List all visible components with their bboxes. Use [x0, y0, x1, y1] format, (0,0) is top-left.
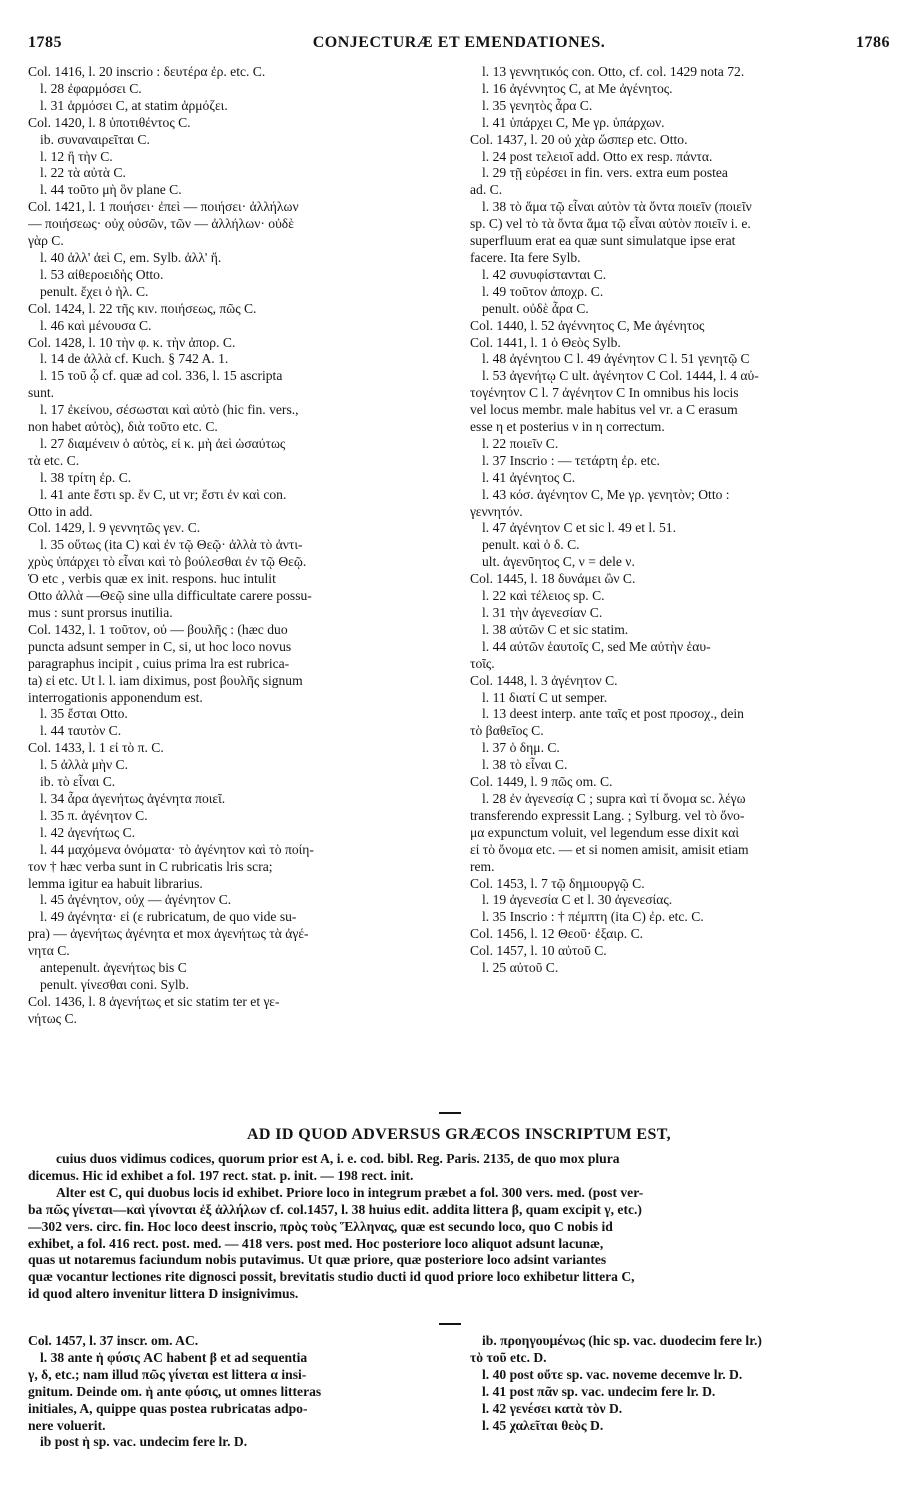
- note-line: l. 22 καὶ τέλειος sp. C.: [482, 588, 605, 604]
- note-line: penult. καὶ ὁ δ. C.: [482, 537, 580, 553]
- note-line: ib. συναναιρεῖται C.: [40, 131, 150, 147]
- note-line: l. 38 αὐτῶν C et sic statim.: [482, 621, 629, 637]
- note-line: l. 42 γενέσει κατὰ τὸν D.: [482, 1400, 623, 1416]
- intro-line: ba πῶς γίνεται—καὶ γίνονται ἐξ ἀλλήλων cf. col.1457, l. 38 huius edit. addita littera β, quam excipit γ, etc.): [28, 1201, 642, 1217]
- note-line: Col. 1436, l. 8 ἀγενήτως et sic statim ter et γε-: [28, 993, 280, 1009]
- note-line: l. 37 ὁ δημ. C.: [482, 740, 560, 756]
- note-line: τον † hæc verba sunt in C rubricatis lris scra;: [28, 858, 273, 874]
- note-line: τὸ βαθεῖος C.: [470, 723, 544, 739]
- note-line: l. 44 ταυτὸν C.: [40, 723, 122, 739]
- note-line: vel locus membr. male habitus vel vr. a C erasum: [470, 402, 738, 418]
- left-column: [28, 64, 458, 1028]
- note-line: Col. 1429, l. 9 γεννητῶς γεν. C.: [28, 520, 201, 536]
- section-divider-bottom: [439, 1323, 461, 1325]
- note-line: τοῖς.: [470, 655, 495, 671]
- page-header: [28, 34, 890, 58]
- section-intro: [28, 1151, 878, 1303]
- page-number-right: 1786: [856, 34, 890, 51]
- note-line: antepenult. ἀγενήτως bis C: [40, 960, 187, 976]
- intro-line: dicemus. Hic id exhibet a fol. 197 rect. stat. p. init. — 198 rect. init.: [28, 1167, 414, 1183]
- note-line: l. 41 ὑπάρχει C, Me γρ. ὑπάρχων.: [482, 114, 665, 130]
- note-line: l. 31 ἁρμόσει C, at statim ἁρμόζει.: [40, 97, 228, 113]
- note-line: l. 35 οὕτως (ita C) καὶ ἐν τῷ Θεῷ· ἀλλὰ τὸ ἀντι-: [40, 537, 303, 553]
- note-line: penult. ἔχει ὁ ἡλ. C.: [40, 283, 149, 299]
- note-line: interrogationis apponendum est.: [28, 689, 203, 705]
- note-line: Col. 1453, l. 7 τῷ δημιουργῷ C.: [470, 875, 645, 891]
- note-line: ult. ἀγενῦητος C, ν = dele ν.: [482, 554, 635, 570]
- note-line: l. 53 αἰθεροειδὴς Otto.: [40, 266, 164, 282]
- note-line: τὰ etc. C.: [28, 452, 80, 468]
- note-line: Col. 1457, l. 10 αὐτοῦ C.: [470, 943, 607, 959]
- note-line: μα expunctum voluit, vel legendum esse dixit καὶ: [470, 824, 740, 840]
- note-line: l. 37 Inscrio : — τετάρτη ἐρ. etc.: [482, 452, 660, 468]
- note-line: l. 13 γεννητικός con. Otto, cf. col. 1429 nota 72.: [482, 64, 745, 79]
- note-line: l. 12 ἢ τὴν C.: [40, 148, 113, 164]
- note-line: paragraphus incipit , cuius prima lra est rubrica-: [28, 655, 290, 671]
- note-line: l. 35 γενητὸς ἆρα C.: [482, 97, 593, 113]
- note-line: γὰρ C.: [28, 233, 64, 249]
- note-line: l. 42 συνυφίστανται C.: [482, 266, 607, 282]
- note-line: l. 44 τοῦτο μὴ ὃν plane C.: [40, 182, 182, 198]
- intro-line: id quod altero invenitur littera D insignivimus.: [28, 1286, 299, 1302]
- note-line: l. 29 τῇ εὑρέσει in fin. vers. extra eum postea: [482, 165, 728, 181]
- note-line: Col. 1448, l. 3 ἀγένητον C.: [470, 672, 618, 688]
- note-line: l. 42 ἀγενήτως C.: [40, 824, 136, 840]
- note-line: Otto in add.: [28, 503, 93, 519]
- note-line: l. 38 ante ἡ φύσις AC habent β et ad sequentia: [40, 1349, 308, 1365]
- note-line: l. 24 post τελειοῖ add. Otto ex resp. πάντα.: [482, 148, 713, 164]
- note-line: νήτως C.: [28, 1010, 77, 1026]
- note-line: gnitum. Deinde om. ἡ ante φύσις, ut omnes litteras: [28, 1383, 322, 1399]
- note-line: γ, δ, etc.; nam illud πῶς γίνεται est littera α insi-: [28, 1366, 307, 1382]
- note-line: l. 41 post πᾶν sp. vac. undecim fere lr. D.: [482, 1383, 716, 1399]
- bottom-right-column: [470, 1333, 890, 1434]
- note-line: l. 27 διαμένειν ὁ αὐτὸς, εἰ κ. μὴ ἀεὶ ὡσαύτως: [40, 435, 286, 451]
- note-line: pra) — ἀγενήτως ἀγένητα et mox ἀγενήτως τὰ ἀγέ-: [28, 926, 309, 942]
- note-line: Col. 1440, l. 52 ἀγέννητος C, Me ἀγένητος: [470, 317, 705, 333]
- note-line: l. 35 ἔσται Otto.: [40, 706, 128, 722]
- note-line: Col. 1437, l. 20 οὐ χὰρ ὥσπερ etc. Otto.: [470, 131, 688, 147]
- note-line: Col. 1421, l. 1 ποιήσει· ἐπεὶ — ποιήσει· ἀλλήλων: [28, 199, 299, 215]
- note-line: l. 41 ante ἔστι sp. ἔν C, ut vr; ἔστι ἐν καὶ con.: [40, 486, 287, 502]
- note-line: l. 38 τρίτη ἐρ. C.: [40, 469, 132, 485]
- note-line: facere. Ita fere Sylb.: [470, 249, 581, 265]
- note-line: l. 41 ἀγένητος C.: [482, 469, 576, 485]
- note-line: penult. οὐδὲ ἆρα C.: [482, 300, 589, 316]
- note-line: mus : sunt prorsus inutilia.: [28, 605, 173, 620]
- note-line: l. 17 ἐκείνου, σέσωσται καὶ αὐτὸ (hic fin. vers.,: [40, 402, 299, 418]
- note-line: l. 38 τὸ εἶναι C.: [482, 757, 568, 773]
- note-line: Otto ἀλλὰ —Θεῷ sine ulla difficultate carere possu-: [28, 588, 312, 604]
- note-line: sunt.: [28, 385, 55, 401]
- note-line: ad. C.: [470, 182, 503, 198]
- note-line: penult. γίνεσθαι coni. Sylb.: [40, 976, 189, 992]
- note-line: Col. 1445, l. 18 δυνάμει ὢν C.: [470, 571, 636, 587]
- note-line: l. 48 ἀγένητου C l. 49 ἀγένητον C l. 51 γενητῷ C: [482, 351, 750, 367]
- intro-line: Alter est C, qui duobus locis id exhibet. Priore loco in integrum præbet a fol. 300 vers. med. (post ver-: [56, 1184, 644, 1200]
- note-line: l. 45 χαλεῖται θεὸς D.: [482, 1417, 604, 1433]
- note-line: sp. C) vel τὸ τὰ ὄντα ἅμα τῷ εἶναι αὐτὸν ποιεῖν i. e.: [470, 216, 751, 232]
- note-line: l. 5 ἀλλὰ μὴν C.: [40, 757, 129, 773]
- note-line: l. 15 τοῦ ᾧ cf. quæ ad col. 336, l. 15 ascripta: [40, 368, 283, 384]
- note-line: l. 44 αὐτῶν ἑαυτοῖς C, sed Me αὐτὴν ἑαυ-: [482, 638, 711, 654]
- note-line: l. 44 μαχόμενα ὀνόματα· τὸ ἀγένητον καὶ τὸ ποίη-: [40, 841, 314, 857]
- note-line: Col. 1433, l. 1 εἰ τὸ π. C.: [28, 740, 164, 756]
- section-title: AD ID QUOD ADVERSUS GRÆCOS INSCRIPTUM EST,: [246, 1126, 672, 1143]
- note-line: l. 53 ἀγενήτῳ C ult. ἀγένητον C Col. 1444, l. 4 αὐ-: [482, 368, 759, 384]
- note-line: l. 35 π. ἀγένητον C.: [40, 807, 148, 823]
- note-line: l. 43 κόσ. ἀγένητον C, Me γρ. γενητὸν; Otto :: [482, 486, 730, 502]
- note-line: Col. 1432, l. 1 τοῦτον, οὐ — βουλῆς : (hæc duo: [28, 621, 288, 637]
- note-line: l. 40 ἀλλ' ἀεὶ C, em. Sylb. ἀλλ' ἤ.: [40, 249, 222, 265]
- note-line: l. 14 de ἀλλὰ cf. Kuch. § 742 A. 1.: [40, 351, 229, 367]
- note-line: puncta adsunt semper in C, si, ut hoc loco novus: [28, 638, 292, 654]
- note-line: superfluum erat ea quæ sunt simulatque ipse erat: [470, 233, 736, 249]
- intro-line: quas ut notaremus faciundum nobis putavimus. Ut quæ priore, quæ posteriore loco adsint variantes: [28, 1252, 607, 1268]
- note-line: l. 28 ἐφαρμόσει C.: [40, 80, 142, 96]
- note-line: ib. προηγουμένως (hic sp. vac. duodecim fere lr.): [482, 1333, 762, 1348]
- page-number-left: 1785: [28, 34, 62, 51]
- note-line: l. 22 τὰ αὐτὰ C.: [40, 165, 126, 181]
- note-line: l. 45 ἀγένητον, οὐχ — ἀγένητον C.: [40, 892, 232, 908]
- note-line: l. 22 ποιεῖν C.: [482, 435, 559, 451]
- note-line: εἰ τὸ ὄνομα etc. — et si nomen amisit, amisit etiam: [470, 841, 749, 857]
- note-line: Col. 1424, l. 22 τῆς κιν. ποιήσεως, πῶς C.: [28, 300, 257, 316]
- note-line: nere voluerit.: [28, 1417, 106, 1433]
- note-line: l. 49 τοῦτον ἀποχρ. C.: [482, 283, 604, 299]
- note-line: esse η et posterius ν in η correctum.: [470, 419, 665, 435]
- note-line: lemma igitur ea habuit librarius.: [28, 875, 203, 891]
- note-line: τὸ τοῦ etc. D.: [470, 1349, 547, 1365]
- note-line: — ποιήσεως· οὐχ οὐσῶν, τῶν — ἀλλήλων· οὐδὲ: [28, 216, 294, 232]
- note-line: l. 11 διατί C ut semper.: [482, 689, 608, 705]
- note-line: initiales, A, quippe quas postea rubricatas adpo-: [28, 1400, 308, 1416]
- note-line: ib post ἡ sp. vac. undecim fere lr. D.: [40, 1434, 248, 1450]
- note-line: l. 34 ἆρα ἀγενήτως ἀγένητα ποιεῖ.: [40, 790, 226, 806]
- note-line: non habet αὐτὸς), διὰ τοῦτο etc. C.: [28, 419, 218, 435]
- note-line: l. 19 ἀγενεσία C et l. 30 ἀγενεσίας.: [482, 892, 673, 908]
- note-line: χρὺς ὑπάρχει τὸ εἶναι καὶ τὸ βούλεσθαι ἐν τῷ Θεῷ.: [28, 554, 307, 570]
- note-line: l. 47 ἀγένητον C et sic l. 49 et l. 51.: [482, 520, 676, 536]
- intro-line: cuius duos vidimus codices, quorum prior est A, i. e. cod. bibl. Reg. Paris. 2135, de quo mox plura: [56, 1151, 620, 1166]
- note-line: Col. 1457, l. 37 inscr. om. AC.: [28, 1333, 199, 1348]
- note-line: rem.: [470, 858, 495, 874]
- note-line: l. 46 καὶ μένουσα C.: [40, 317, 152, 333]
- note-line: l. 49 ἀγένητα· εἰ (ε rubricatum, de quo vide su-: [40, 909, 297, 925]
- note-line: l. 25 αὐτοῦ C.: [482, 960, 559, 976]
- note-line: Col. 1420, l. 8 ὑποτιθέντος C.: [28, 114, 191, 130]
- note-line: l. 35 Inscrio : † πέμπτη (ita C) ἐρ. etc. C.: [482, 909, 704, 925]
- note-line: l. 28 ἐν ἀγενεσίᾳ C ; supra καὶ τί ὄνομα sc. λέγω: [482, 790, 746, 806]
- note-line: τογένητον C l. 7 ἀγένητον C In omnibus his locis: [470, 385, 739, 401]
- note-line: l. 38 τὸ ἅμα τῷ εἶναι αὐτὸν τὰ ὄντα ποιεῖν (ποιεῖν: [482, 199, 752, 215]
- bottom-left-column: [28, 1333, 458, 1451]
- note-line: γεννητόν.: [470, 503, 523, 519]
- note-line: Col. 1456, l. 12 Θεοῦ· ἐξαιρ. C.: [470, 926, 644, 942]
- running-title: CONJECTURÆ ET EMENDATIONES.: [312, 34, 606, 51]
- note-line: Col. 1449, l. 9 πῶς om. C.: [470, 774, 613, 790]
- note-line: ta) εἰ etc. Ut l. l. iam diximus, post βουλῆς signum: [28, 672, 303, 688]
- note-line: ib. τὸ εἶναι C.: [40, 774, 116, 790]
- right-column: [470, 64, 890, 977]
- note-line: Col. 1416, l. 20 inscrio : δευτέρα ἐρ. etc. C.: [28, 64, 266, 79]
- note-line: l. 13 deest interp. ante ταῖς et post προσοχ., dein: [482, 706, 744, 722]
- intro-line: —302 vers. circ. fin. Hoc loco deest inscrio, πρὸς τοὺς Ἕλληνας, quæ est secundo loco, quo C nobis id: [28, 1218, 613, 1234]
- note-line: l. 40 post οὔτε sp. vac. noveme decemve lr. D.: [482, 1366, 743, 1382]
- intro-line: exhibet, a fol. 416 rect. post. med. — 418 vers. post med. Hoc posteriore loco aliquot adsunt lacunæ,: [28, 1235, 604, 1251]
- note-line: l. 31 τὴν ἀγενεσίαν C.: [482, 605, 603, 620]
- note-line: Ὁ etc , verbis quæ ex init. respons. huc intulit: [28, 571, 276, 587]
- note-line: Col. 1428, l. 10 τὴν φ. κ. τὴν ἀπορ. C.: [28, 334, 236, 350]
- intro-line: quæ vocantur lectiones rite dignosci possit, brevitatis studio ducti id quod priore loco exhibetur littera C,: [28, 1269, 635, 1285]
- note-line: transferendo expressit Lang. ; Sylburg. vel τὸ ὄνο-: [470, 807, 745, 823]
- section-divider-top: [439, 1112, 461, 1114]
- note-line: l. 16 ἀγέννητος C, at Me ἀγένητος.: [482, 80, 673, 96]
- note-line: Col. 1441, l. 1 ὁ Θεὸς Sylb.: [470, 334, 621, 350]
- note-line: νητα C.: [28, 943, 70, 959]
